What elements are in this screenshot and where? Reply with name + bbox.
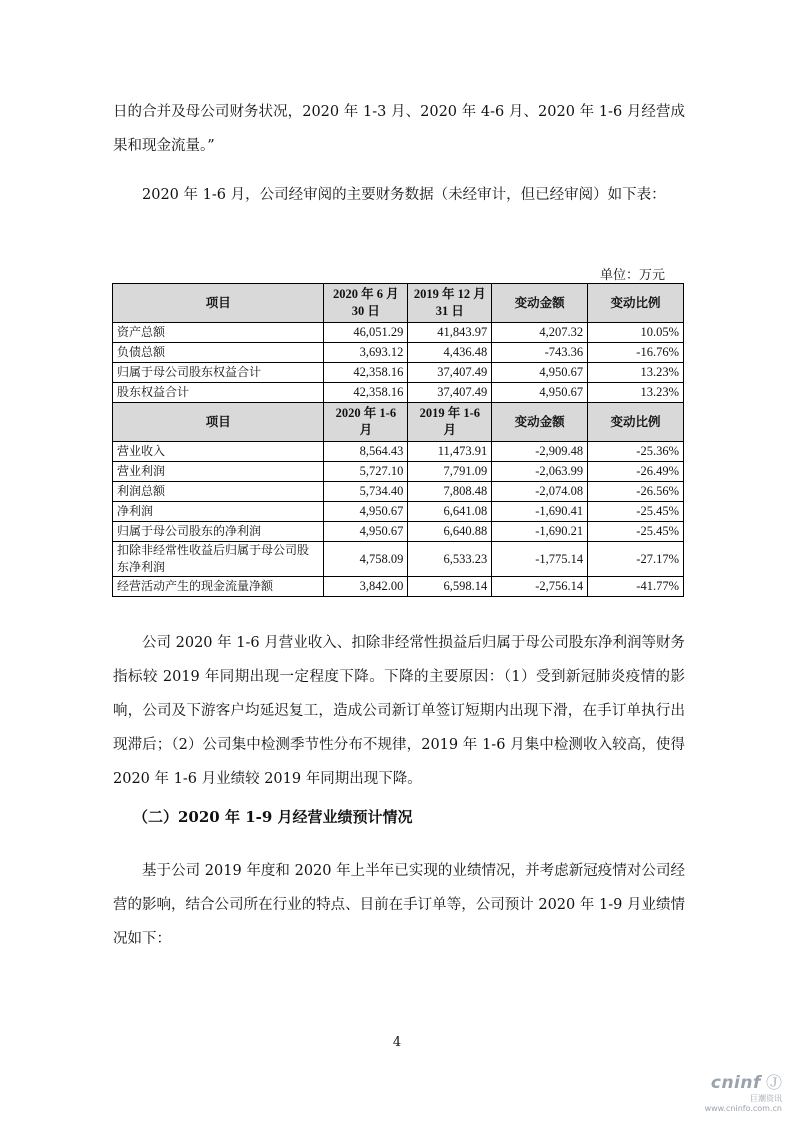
table-row [113, 522, 684, 542]
value-cell: -25.45% [588, 522, 684, 542]
value-cell: 5,727.10 [324, 462, 408, 482]
value-cell: 3,693.12 [324, 343, 408, 363]
table-row [113, 482, 684, 502]
logo-swirl-icon: Ⓙ [765, 1073, 782, 1092]
row-label: 资产总额 [113, 323, 324, 343]
value-cell: -1,775.14 [492, 542, 588, 577]
table-header-row [113, 284, 684, 323]
value-cell: -41.77% [588, 577, 684, 597]
table-row [113, 462, 684, 482]
page-number: 4 [392, 1035, 402, 1050]
value-cell: 6,641.08 [408, 502, 492, 522]
value-cell: -2,909.48 [492, 442, 588, 462]
row-label: 净利润 [113, 502, 324, 522]
header-cell: 变动金额 [492, 403, 588, 442]
logo-cn-text: 巨潮资讯 [750, 1094, 782, 1103]
value-cell: 11,473.91 [408, 442, 492, 462]
value-cell: 4,436.48 [408, 343, 492, 363]
value-cell: 10.05% [588, 323, 684, 343]
row-label: 营业收入 [113, 442, 324, 462]
row-label: 营业利润 [113, 462, 324, 482]
table-row [113, 577, 684, 597]
value-cell: -27.17% [588, 542, 684, 577]
value-cell: 4,758.09 [324, 542, 408, 577]
value-cell: 3,842.00 [324, 577, 408, 597]
value-cell: 4,207.32 [492, 323, 588, 343]
header-cell: 变动金额 [492, 284, 588, 323]
value-cell: 37,407.49 [408, 363, 492, 383]
logo-url: www.cninfo.com.cn [704, 1104, 782, 1113]
logo-brand: cninf [710, 1073, 761, 1093]
header-cell: 2020 年 6 月 30 日 [324, 284, 408, 323]
header-cell: 项目 [113, 403, 324, 442]
value-cell: 6,640.88 [408, 522, 492, 542]
value-cell: -26.56% [588, 482, 684, 502]
value-cell: 4,950.67 [324, 502, 408, 522]
value-cell: 46,051.29 [324, 323, 408, 343]
table-header-row [113, 403, 684, 442]
value-cell: -1,690.41 [492, 502, 588, 522]
value-cell: 5,734.40 [324, 482, 408, 502]
paragraph-analysis: 公司 2020 年 1-6 月营业收入、扣除非经常性损益后归属于母公司股东净利润等财务指标较 2019 年同期出现一定程度下降。下降的主要原因：（1）受到新冠肺炎疫情的影响，公司及下游客户均延迟复工，造成公司新订单签订短期内出现下滑，在手订单执行出现滞后；（2）公司集中检测季节性分布不规律，2019 年 1-6 月集中检测收入较高，使得 2020 年 1-6 月业绩较 2019 年同期出现下降。 [113, 635, 685, 787]
value-cell: 37,407.49 [408, 383, 492, 403]
value-cell: 4,950.67 [492, 383, 588, 403]
table-row [113, 383, 684, 403]
table-row [113, 343, 684, 363]
value-cell: -1,690.21 [492, 522, 588, 542]
table-row [113, 502, 684, 522]
paragraph-forecast: 基于公司 2019 年度和 2020 年上半年已实现的业绩情况，并考虑新冠疫情对公司经营的影响，结合公司所在行业的特点、目前在手订单等，公司预计 2020 年 1-9 月业绩情况如下： [113, 863, 685, 947]
value-cell: 42,358.16 [324, 363, 408, 383]
row-label: 归属于母公司股东权益合计 [113, 363, 324, 383]
paragraph-continued: 日的合并及母公司财务状况，2020 年 1-3 月、2020 年 4-6 月、2020 年 1-6 月经营成果和现金流量。” [113, 104, 685, 154]
value-cell: 4,950.67 [492, 363, 588, 383]
value-cell: 7,808.48 [408, 482, 492, 502]
value-cell: 7,791.09 [408, 462, 492, 482]
value-cell: -2,074.08 [492, 482, 588, 502]
financial-table [112, 283, 684, 597]
header-cell: 2020 年 1-6 月 [324, 403, 408, 442]
row-label: 股东权益合计 [113, 383, 324, 403]
row-label: 扣除非经常性收益后归属于母公司股东净利润 [113, 542, 324, 577]
header-cell: 2019 年 12 月 31 日 [408, 284, 492, 323]
value-cell: 4,950.67 [324, 522, 408, 542]
value-cell: 8,564.43 [324, 442, 408, 462]
table-row [113, 542, 684, 577]
table-row [113, 442, 684, 462]
header-cell: 变动比例 [588, 403, 684, 442]
unit-label: 单位：万元 [600, 268, 666, 283]
value-cell: 41,843.97 [408, 323, 492, 343]
value-cell: -743.36 [492, 343, 588, 363]
row-label: 经营活动产生的现金流量净额 [113, 577, 324, 597]
cninfo-logo [705, 1070, 782, 1113]
header-cell: 2019 年 1-6 月 [408, 403, 492, 442]
value-cell: -2,063.99 [492, 462, 588, 482]
paragraph-intro: 2020 年 1-6 月，公司经审阅的主要财务数据（未经审计，但已经审阅）如下表： [142, 187, 666, 203]
table-row [113, 323, 684, 343]
section-heading: （二）2020 年 1-9 月经营业绩预计情况 [133, 808, 413, 826]
row-label: 归属于母公司股东的净利润 [113, 522, 324, 542]
value-cell: -25.36% [588, 442, 684, 462]
value-cell: 13.23% [588, 383, 684, 403]
value-cell: -26.49% [588, 462, 684, 482]
value-cell: -16.76% [588, 343, 684, 363]
value-cell: 42,358.16 [324, 383, 408, 403]
value-cell: 6,598.14 [408, 577, 492, 597]
header-cell: 项目 [113, 284, 324, 323]
value-cell: -2,756.14 [492, 577, 588, 597]
row-label: 利润总额 [113, 482, 324, 502]
row-label: 负债总额 [113, 343, 324, 363]
value-cell: 13.23% [588, 363, 684, 383]
value-cell: -25.45% [588, 502, 684, 522]
header-cell: 变动比例 [588, 284, 684, 323]
table-row [113, 363, 684, 383]
value-cell: 6,533.23 [408, 542, 492, 577]
